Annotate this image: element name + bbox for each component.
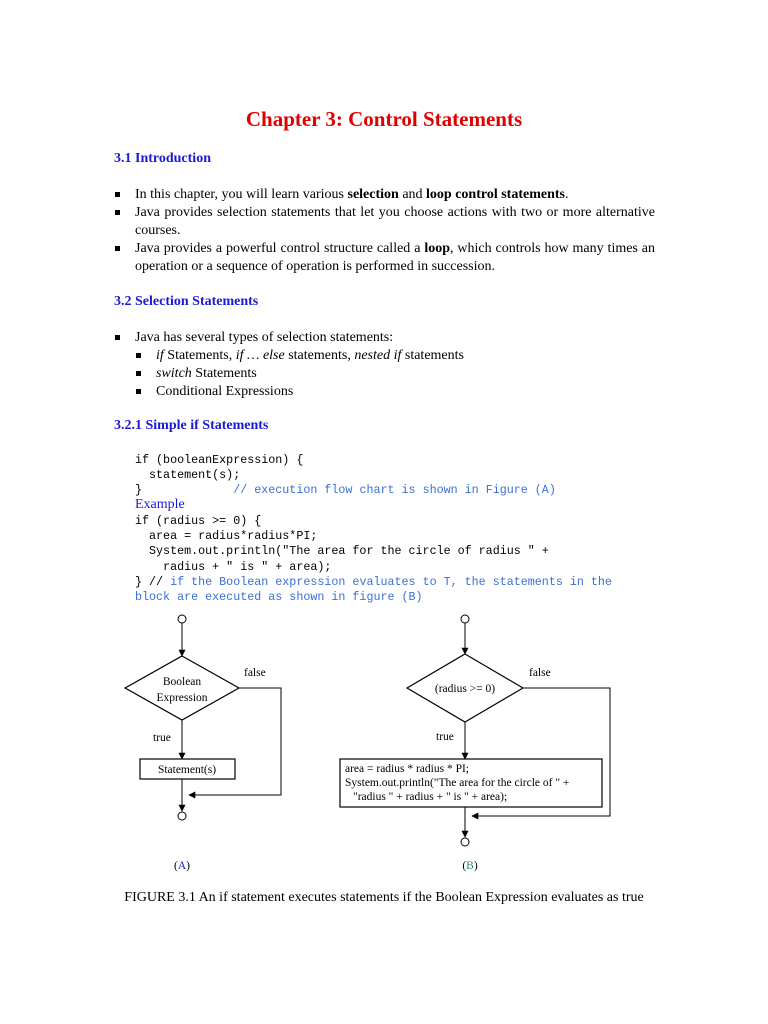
statement-text: Statement(s) — [157, 764, 217, 776]
flowchart-a — [125, 615, 281, 872]
chapter-title: Chapter 3: Control Statements — [245, 107, 523, 131]
section-heading-simple-if: 3.2.1 Simple if Statements — [114, 418, 269, 433]
false-label: false — [529, 667, 551, 679]
figure-a-label: (A) — [174, 860, 190, 872]
section-heading-introduction: 3.1 Introduction — [114, 151, 211, 166]
list-item: if Statements, if … else statements, nested if statements — [135, 347, 655, 365]
list-item: Conditional Expressions — [135, 383, 655, 401]
list-item: Java provides selection statements that let you choose actions with two or more alternative courses. — [114, 204, 655, 240]
statement-line-3: "radius " + radius + " is " + area); — [353, 791, 508, 803]
list-item: switch Statements — [135, 365, 655, 383]
code-block-syntax: if (booleanExpression) { statement(s); } // execution flow chart is shown in Figure (A) — [135, 453, 556, 498]
true-label: true — [153, 732, 171, 744]
end-node — [178, 812, 186, 820]
introduction-list — [114, 186, 655, 276]
example-label: Example — [135, 497, 185, 512]
list-item: Java has several types of selection statements: if Statements, if … else statements, nested if statements switch Statements Conditional Expressions — [114, 329, 655, 401]
selection-list — [114, 329, 655, 401]
code-block-example: if (radius >= 0) { area = radius*radius*PI; System.out.println("The area for the circle of radius " + radius + " is " + area); } // if the Boolean expression evaluates to T, the statements in the block are executed as shown in figure (B) — [135, 514, 612, 605]
condition-text-line1: Boolean — [162, 676, 202, 688]
decision-diamond — [125, 656, 239, 720]
flowchart-figure — [0, 600, 768, 890]
selection-sublist — [135, 347, 655, 401]
statement-line-1: area = radius * radius * PI; — [345, 763, 470, 775]
list-item: Java provides a powerful control structure called a loop, which controls how many times an operation or a sequence of operation is performed in succession. — [114, 240, 655, 276]
flowchart-b — [340, 615, 610, 872]
section-heading-selection: 3.2 Selection Statements — [114, 294, 259, 309]
condition-text: (radius >= 0) — [434, 683, 496, 695]
false-label: false — [244, 667, 266, 679]
true-label: true — [436, 731, 454, 743]
condition-text-line2: Expression — [156, 692, 208, 704]
statement-line-2: System.out.println("The area for the circle of " + — [345, 777, 570, 789]
start-node — [461, 615, 469, 623]
end-node — [461, 838, 469, 846]
start-node — [178, 615, 186, 623]
figure-b-label: (B) — [462, 860, 478, 872]
list-item: In this chapter, you will learn various selection and loop control statements. — [114, 186, 655, 204]
figure-caption: FIGURE 3.1 An if statement executes statements if the Boolean Expression evaluates as true — [124, 890, 644, 905]
